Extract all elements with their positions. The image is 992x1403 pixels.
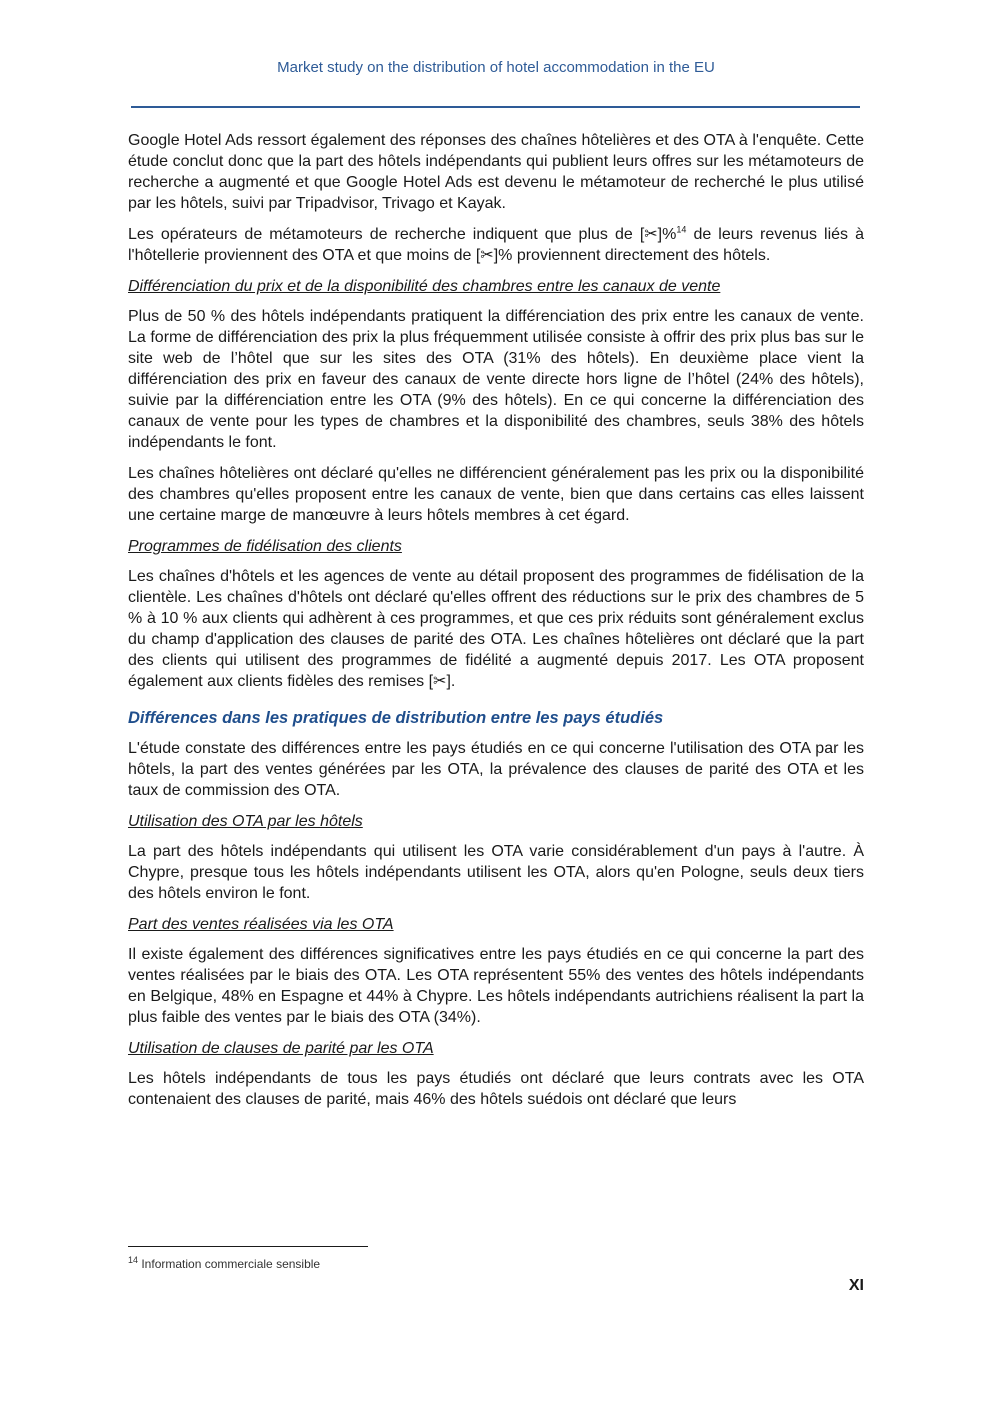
footnote-text: Information commerciale sensible <box>138 1257 321 1271</box>
paragraph <box>128 224 864 266</box>
paragraph-text: Les opérateurs de métamoteurs de recherche indiquent que plus de [✂]% <box>128 226 677 243</box>
footnote <box>128 1257 320 1271</box>
paragraph: L'étude constate des différences entre les pays étudiés en ce qui concerne l'utilisation des OTA par les hôtels, la part des ventes générées par les OTA, la prévalence des clauses de parité des OTA et les taux de commission des OTA. <box>128 740 864 799</box>
subheading: Utilisation de clauses de parité par les OTA <box>128 1040 434 1057</box>
paragraph: La part des hôtels indépendants qui utilisent les OTA varie considérablement d'un pays à l'autre. À Chypre, presque tous les hôtels indépendants utilisent les OTA, alors qu'en Pologne, seuls deux tiers des hôtels environ le font. <box>128 843 864 902</box>
page-body <box>128 130 864 1120</box>
paragraph: Les chaînes d'hôtels et les agences de vente au détail proposent des programmes de fidélisation de la clientèle. Les chaînes d'hôtels ont déclaré qu'elles offrent des réductions sur le prix des chambres de 5 % à 10 % aux clients qui adhèrent à ces programmes, et que ces prix réduits sont généralement exclus du champ d'application des clauses de parité des OTA. Les chaînes hôtelières ont déclaré que la part des clients qui utilisent des programmes de fidélité a augmenté depuis 2017. Les OTA proposent également aux clients fidèles des remises [✂]. <box>128 568 864 690</box>
subheading: Utilisation des OTA par les hôtels <box>128 813 363 830</box>
footnote-divider <box>128 1246 368 1247</box>
paragraph: Plus de 50 % des hôtels indépendants pratiquent la différenciation des prix entre les canaux de vente. La forme de différenciation des prix la plus fréquemment utilisée consiste à offrir des prix plus bas sur le site web de l’hôtel que sur les sites des OTA (31% des hôtels). En deuxième place vient la différenciation des prix en faveur des canaux de vente directe hors ligne de l’hôtel (24% des hôtels), suivie par la différenciation entre les OTA (9% des hôtels). En ce qui concerne la différenciation des canaux de vente pour les types de chambres et la disponibilité des chambres, seuls 38% des hôtels indépendants le font. <box>128 308 864 451</box>
subheading: Programmes de fidélisation des clients <box>128 538 402 555</box>
section-heading: Différences dans les pratiques de distribution entre les pays étudiés <box>128 709 664 727</box>
paragraph: Google Hotel Ads ressort également des réponses des chaînes hôtelières et des OTA à l'enquête. Cette étude conclut donc que la part des hôtels indépendants qui publient leurs offres sur les métamoteurs de recherche a augmenté et que Google Hotel Ads est devenu le métamoteur de recherché le plus utilisé par les hôtels, suivi par Tripadvisor, Trivago et Kayak. <box>128 132 864 212</box>
header-divider <box>131 106 860 108</box>
running-header: Market study on the distribution of hotel accommodation in the EU <box>277 59 715 76</box>
paragraph: Les hôtels indépendants de tous les pays étudiés ont déclaré que leurs contrats avec les OTA contenaient des clauses de parité, mais 46% des hôtels suédois ont déclaré que leurs <box>128 1070 864 1108</box>
footnote-ref[interactable]: 14 <box>676 224 687 235</box>
paragraph-text: de leurs revenus liés à l'hôtellerie proviennent des OTA et que moins de [✂]% proviennent directement des hôtels. <box>128 226 865 264</box>
paragraph: Les chaînes hôtelières ont déclaré qu'elles ne différencient généralement pas les prix ou la disponibilité des chambres qu'elles proposent entre les canaux de vente, bien que dans certains cas elles laissent une certaine marge de manœuvre à leurs hôtels membres à cet égard. <box>128 465 864 524</box>
page-number: XI <box>848 1277 864 1294</box>
paragraph: Il existe également des différences significatives entre les pays étudiés en ce qui concerne la part des ventes réalisées par le biais des OTA. Les OTA représentent 55% des ventes des hôtels indépendants en Belgique, 48% en Espagne et 44% à Chypre. Les hôtels indépendants autrichiens réalisent la part la plus faible des ventes par le biais des OTA (34%). <box>128 946 864 1026</box>
subheading: Part des ventes réalisées via les OTA <box>128 916 394 933</box>
subheading: Différenciation du prix et de la disponibilité des chambres entre les canaux de vente <box>128 278 721 295</box>
footnote-number: 14 <box>128 1255 139 1265</box>
